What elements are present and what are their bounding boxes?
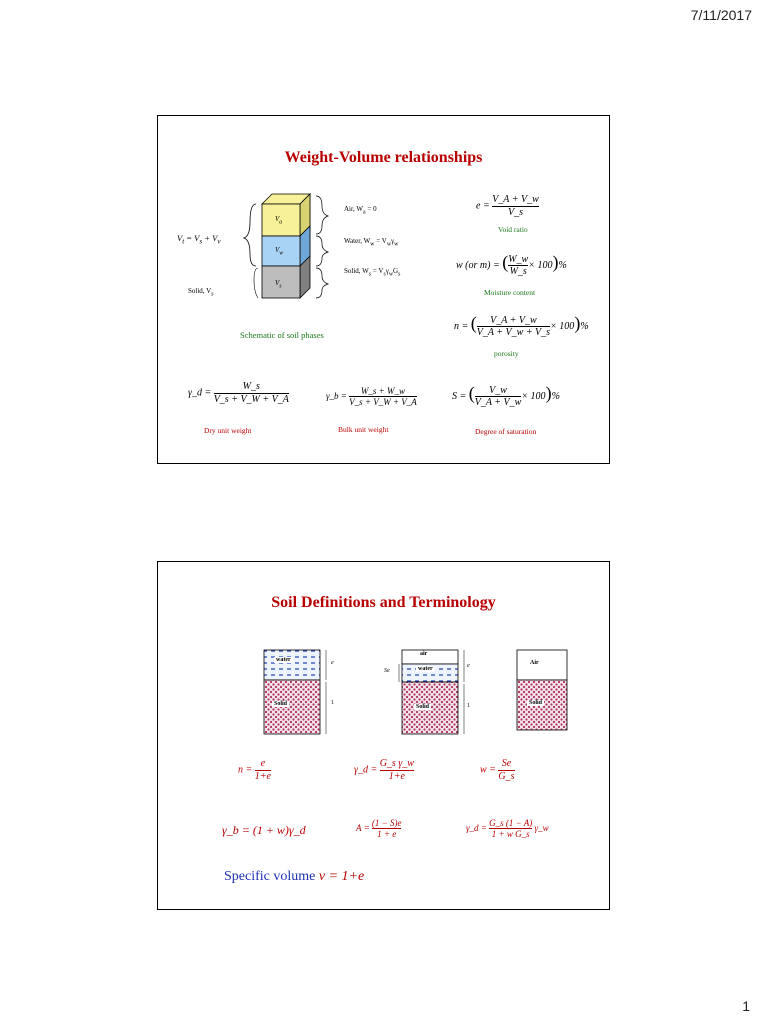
- bulk-unit-from-w-eq: γ_b = (1 + w)γ_d: [222, 823, 306, 837]
- dry-unit-weight-eq: γ_d = $\frac{W\_s}{V\_s + V\_W + V\_A}$: [188, 381, 289, 405]
- slide-soil-definitions: [157, 561, 610, 910]
- solid-volume-label: Solid, $V_s$: [188, 287, 214, 298]
- saturation-caption: Degree of saturation: [475, 427, 537, 436]
- diagram1-e-label: e: [331, 660, 334, 666]
- soil-diagram-dry: [515, 648, 575, 738]
- specific-volume-line: [224, 869, 364, 885]
- solid-weight-label: Solid, $W_s = V_s\gamma_wG_s$: [344, 267, 401, 278]
- specific-volume-label: Specific volume: [224, 869, 316, 884]
- slide-weight-volume: [157, 115, 610, 464]
- diagram2-one-label: 1: [467, 703, 470, 709]
- diagram2-air-label: air: [420, 651, 428, 657]
- dry-unit-from-gs-eq: γ_d = $\frac{\text{G\_s γ\_w}}{1+e}$: [354, 758, 414, 782]
- bulk-unit-weight-caption: Bulk unit weight: [338, 425, 389, 434]
- moisture-from-se-eq: w = $\frac{Se}{G\_s}$: [480, 758, 515, 782]
- date-header: 7/11/2017: [690, 7, 752, 23]
- bulk-unit-weight-eq: γ_b = $\frac{W\_s + W\_w}{V\_s + V\_W + V\_A}$: [326, 386, 417, 408]
- va-label: $V_a$: [275, 215, 283, 226]
- soil-diagram-partial: [398, 648, 488, 738]
- air-content-eq: A = $\frac{(1 - S)e}{1 + e}$: [356, 818, 402, 840]
- diagram1-one-label: 1: [331, 700, 334, 706]
- diagram1-water-label: water: [276, 657, 291, 663]
- moisture-content-eq: w (or m) = ( $\frac{W\_w}{W\_s}$ × 100)%: [456, 252, 567, 278]
- slide2-title: Soil Definitions and Terminology: [271, 594, 496, 611]
- diagram2-solid-label: Solid: [416, 704, 430, 710]
- air-weight-label: Air, $W_a = 0$: [344, 205, 377, 216]
- porosity-eq: n = ( $\frac{V\_A + V\_w}{V\_A + V\_w + V\_s}$ × 100)%: [454, 313, 589, 339]
- page-number: 1: [742, 998, 750, 1014]
- porosity-from-e-eq: n = $\frac{e}{1+e}$: [238, 758, 271, 782]
- specific-volume-formula: v = 1+e: [318, 869, 365, 884]
- porosity-caption: porosity: [494, 349, 519, 358]
- dry-unit-weight-caption: Dry unit weight: [204, 426, 252, 435]
- vw-label: $V_w$: [275, 246, 284, 257]
- void-ratio-caption: Void ratio: [498, 225, 528, 234]
- diagram2-se-label: Se: [384, 668, 390, 674]
- dry-unit-from-air-eq: γ_d = $\frac{G\_s (1 - A)}{\text{1 + w G\_s}}$ γ_w: [466, 818, 549, 840]
- diagram3-solid-label: Solid: [529, 700, 543, 706]
- diagram3-air-label: Air: [530, 660, 539, 666]
- void-ratio-eq: e = $\frac{V\_A + V\_w}{V\_s}$: [476, 194, 539, 218]
- phase-caption: Schematic of soil phases: [240, 330, 324, 340]
- moisture-content-caption: Moisture content: [484, 288, 536, 297]
- vs-label: $V_s$: [275, 279, 282, 290]
- diagram2-water-label: water: [418, 666, 433, 672]
- diagram2-e-label: e: [467, 663, 470, 669]
- water-weight-label: Water, $W_w = V_w\gamma_w$: [344, 237, 399, 248]
- total-volume-eq: $V_t = V_s + V_v$: [177, 233, 221, 246]
- diagram1-solid-label: Solid: [274, 701, 288, 707]
- soil-phase-diagram: [238, 192, 338, 304]
- slide1-title: Weight-Volume relationships: [284, 149, 483, 166]
- saturation-eq: S = ( $\frac{V\_w}{V\_A + V\_w}$ × 100)%: [452, 383, 560, 409]
